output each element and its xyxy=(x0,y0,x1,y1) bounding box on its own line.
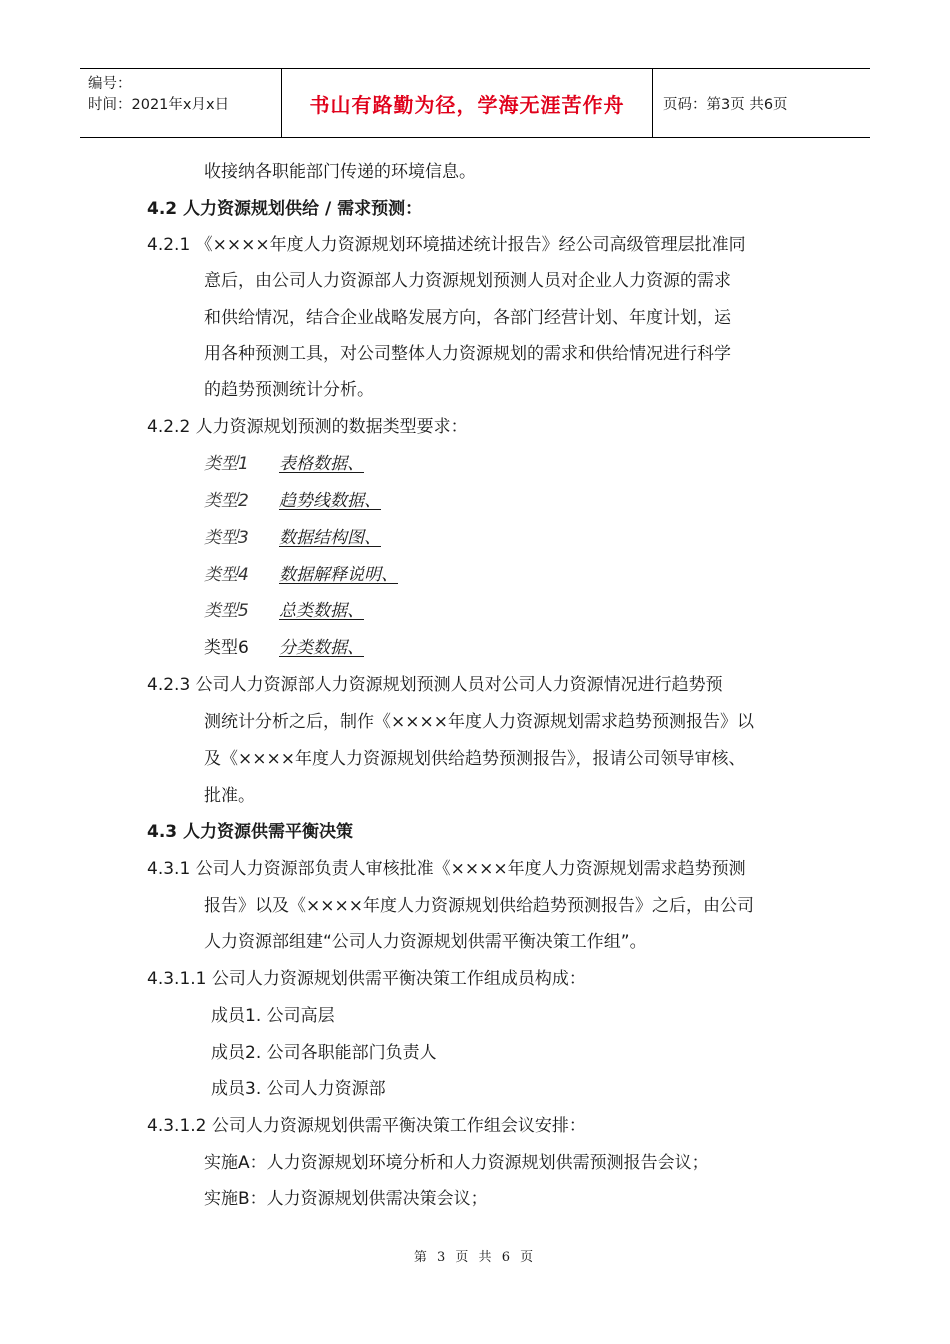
member-item: 成员2. 公司各职能部门负责人 xyxy=(211,1043,437,1063)
paragraph-line: 用各种预测工具，对公司整体人力资源规划的需求和供给情况进行科学 xyxy=(204,344,731,364)
paragraph-line: 和供给情况，结合企业战略发展方向，各部门经营计划、年度计划，运 xyxy=(204,308,731,328)
type-value: 趋势线数据、 xyxy=(279,491,381,511)
header-meta-cell xyxy=(80,69,282,137)
paragraph-line: 批准。 xyxy=(204,786,255,806)
document-header xyxy=(80,68,870,138)
type-value: 分类数据、 xyxy=(279,638,364,658)
paragraph-line: 及《××××年度人力资源规划供给趋势预测报告》，报请公司领导审核、 xyxy=(204,749,746,769)
paragraph-line: 意后，由公司人力资源部人力资源规划预测人员对企业人力资源的需求 xyxy=(204,271,731,291)
paragraph-line: 报告》以及《××××年度人力资源规划供给趋势预测报告》之后，由公司 xyxy=(204,896,754,916)
type-label: 类型4 xyxy=(204,565,249,585)
section-heading-4-2: 4.2 人力资源规划供给 / 需求预测： xyxy=(147,199,423,219)
header-page-info: 页码：第3页 共6页 xyxy=(663,96,788,113)
type-label: 类型3 xyxy=(204,528,249,548)
paragraph-line: 收接纳各职能部门传递的环境信息。 xyxy=(204,162,476,182)
member-item: 成员1. 公司高层 xyxy=(211,1006,335,1026)
paragraph-line: 4.3.1 公司人力资源部负责人审核批准《××××年度人力资源规划需求趋势预测 xyxy=(147,859,746,879)
type-value: 数据结构图、 xyxy=(279,528,381,548)
paragraph-line: 测统计分析之后，制作《××××年度人力资源规划需求趋势预测报告》以 xyxy=(204,712,754,732)
number-label: 编号： xyxy=(88,76,132,92)
implementation-item: 实施B：人力资源规划供需决策会议； xyxy=(204,1189,488,1209)
time-label: 时间：2021年x月x日 xyxy=(88,97,230,113)
paragraph-line: 4.2.2 人力资源规划预测的数据类型要求： xyxy=(147,417,468,437)
member-item: 成员3. 公司人力资源部 xyxy=(211,1079,386,1099)
type-label: 类型5 xyxy=(204,601,249,621)
implementation-item: 实施A：人力资源规划环境分析和人力资源规划供需预测报告会议； xyxy=(204,1153,709,1173)
type-label: 类型2 xyxy=(204,491,249,511)
paragraph-line: 4.3.1.2 公司人力资源规划供需平衡决策工作组会议安排： xyxy=(147,1116,586,1136)
header-motto: 书山有路勤为径，学海无涯苦作舟 xyxy=(282,69,653,137)
paragraph-line: 人力资源部组建“公司人力资源规划供需平衡决策工作组”。 xyxy=(204,932,647,952)
type-label: 类型6 xyxy=(204,638,249,658)
type-value: 数据解释说明、 xyxy=(279,565,398,585)
page-footer: 第 3 页 共 6 页 xyxy=(413,1250,537,1265)
section-heading-4-3: 4.3 人力资源供需平衡决策 xyxy=(147,822,354,842)
paragraph-line: 4.3.1.1 公司人力资源规划供需平衡决策工作组成员构成： xyxy=(147,969,586,989)
type-label: 类型1 xyxy=(204,454,249,474)
paragraph-line: 的趋势预测统计分析。 xyxy=(204,380,374,400)
type-value: 表格数据、 xyxy=(279,454,364,474)
type-value: 总类数据、 xyxy=(279,601,364,621)
paragraph-line: 4.2.1 《××××年度人力资源规划环境描述统计报告》经公司高级管理层批准同 xyxy=(147,235,746,255)
paragraph-line: 4.2.3 公司人力资源部人力资源规划预测人员对公司人力资源情况进行趋势预 xyxy=(147,675,723,695)
